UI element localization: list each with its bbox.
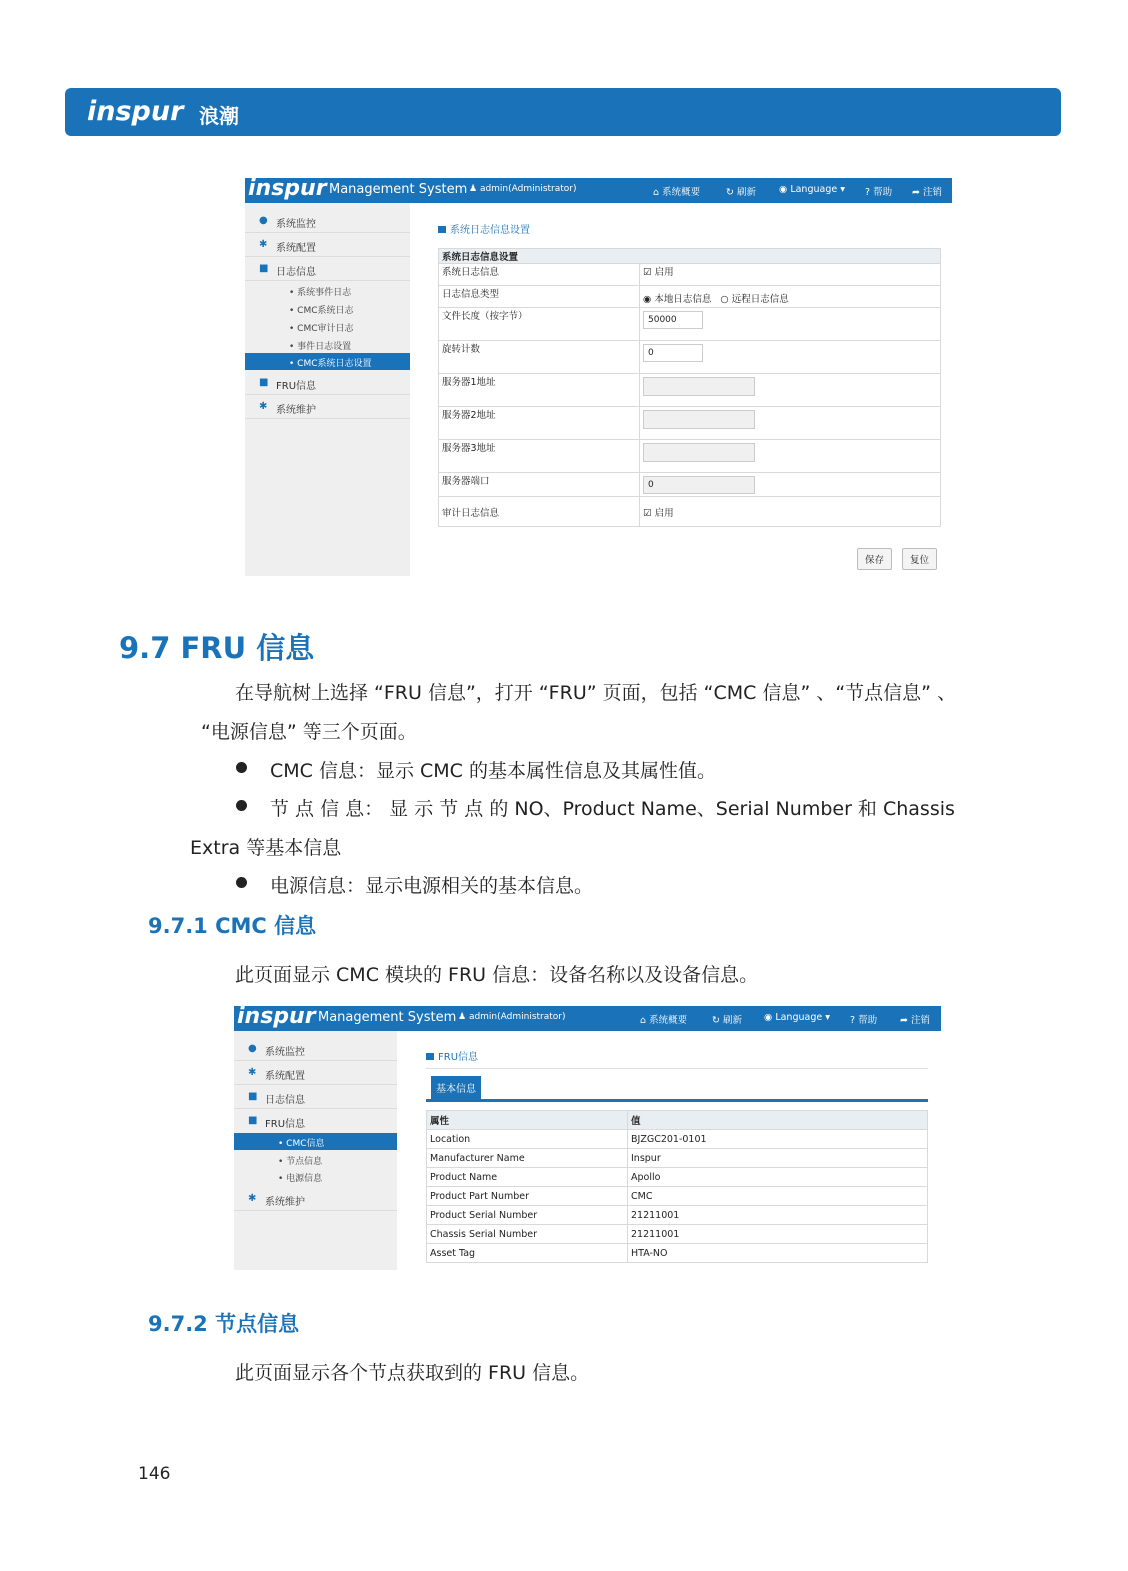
gear-icon: ✱ (248, 1067, 257, 1078)
content-divider (426, 1068, 928, 1069)
nav-logout[interactable]: ➦ 注销 (900, 1015, 930, 1026)
bullet-dot (236, 800, 247, 811)
nav-language[interactable]: ◉ Language ▾ (764, 1012, 830, 1023)
page-number: 146 (138, 1464, 171, 1484)
app-top-bar (245, 178, 952, 203)
table-row: Product Name Apollo (427, 1168, 928, 1187)
paragraph: 此页面显示 CMC 模块的 FRU 信息：设备名称以及设备信息。 (235, 964, 759, 986)
table-row: Location BJZGC201-0101 (427, 1130, 928, 1149)
paragraph: 此页面显示各个节点获取到的 FRU 信息。 (235, 1362, 590, 1384)
fru-table: 属性 值 Location BJZGC201-0101 Manufacturer Name Inspur Product Name Apollo Product Part Number CMC Product Serial Number 21211001 Chassis Serial Number 21211001 Asset Tag HTA-NO (426, 1110, 928, 1263)
table-row: Asset Tag HTA-NO (427, 1244, 928, 1263)
monitor-icon: ● (259, 215, 268, 226)
sidebar-sub-sel[interactable]: • 系统事件日志 (289, 288, 352, 298)
bullet-text: 节 点 信 息： 显 示 节 点 的 NO、Product Name、Serial Number 和 Chassis (270, 798, 955, 820)
sidebar-item-logs[interactable]: ■ 日志信息 (234, 1085, 397, 1109)
paragraph-line: 在导航树上选择 “FRU 信息”，打开 “FRU” 页面，包括 “CMC 信息” 、“节点信息” 、 (235, 682, 957, 704)
system-name: Management System (329, 182, 468, 197)
section-title-9-7-1: 9.7.1 CMC 信息 (148, 914, 317, 938)
nav-language[interactable]: ◉ Language ▾ (779, 184, 845, 195)
breadcrumb: FRU信息 (426, 1048, 478, 1063)
monitor-icon: ● (248, 1043, 257, 1054)
bullet-text-cont: Extra 等基本信息 (190, 837, 342, 859)
inspur-logo: inspur (237, 1004, 316, 1029)
nav-help[interactable]: ? 帮助 (865, 187, 893, 198)
tab-basic-info[interactable]: 基本信息 (431, 1076, 481, 1099)
sidebar-item-config[interactable]: ✱ 系统配置 (234, 1061, 397, 1085)
nav-help[interactable]: ? 帮助 (850, 1015, 878, 1026)
sidebar-item-maintenance[interactable]: ✱ 系统维护 (234, 1187, 397, 1211)
bullet-dot (236, 877, 247, 888)
nav-overview[interactable]: ⌂ 系统概要 (653, 187, 701, 198)
page-header-banner (65, 88, 1061, 136)
bullet-dot (236, 762, 247, 773)
sidebar-sub-cmc-log[interactable]: • CMC系统日志 (289, 306, 354, 316)
server1-input[interactable] (643, 377, 755, 396)
bullet-text: 电源信息：显示电源相关的基本信息。 (270, 875, 594, 897)
app-top-bar (234, 1006, 941, 1031)
sidebar-sub-power-info[interactable]: • 电源信息 (278, 1174, 323, 1184)
sidebar-item-logs[interactable]: ■ 日志信息 (245, 257, 410, 281)
sidebar-sub-node-info[interactable]: • 节点信息 (278, 1157, 323, 1167)
nav-logout[interactable]: ➦ 注销 (912, 187, 942, 198)
paragraph-line: “电源信息” 等三个页面。 (201, 721, 417, 743)
table-row: Chassis Serial Number 21211001 (427, 1225, 928, 1244)
checkbox[interactable]: ☑ (643, 507, 652, 519)
sidebar-item-fru[interactable]: ■ FRU信息 (248, 1115, 306, 1130)
syslog-settings-table: 系统日志信息设置 系统日志信息 ☑ 启用 日志信息类型 ◉ 本地日志信息 ○ 远程日志信息 文件长度（按字节） 50000 旋转计数 0 服务器1地址 服务器2地址 服务器3地址 服务器端口 0 审计日志信息 ☑ 启用 (438, 248, 941, 527)
inspur-logo: inspur (248, 176, 327, 201)
table-row: Product Serial Number 21211001 (427, 1206, 928, 1225)
brand-name-cn: 浪潮 (199, 104, 239, 128)
server2-input[interactable] (643, 410, 755, 429)
user-label: ♟ admin(Administrator) (458, 1012, 566, 1022)
sidebar-sub-cmc-log-setting[interactable]: • CMC系统日志设置 (245, 353, 410, 370)
inspur-logo: inspur (87, 96, 184, 127)
sidebar-sub-audit-log[interactable]: • CMC审计日志 (289, 324, 354, 334)
rotate-count-input[interactable]: 0 (643, 344, 703, 362)
sidebar (234, 1031, 397, 1270)
sidebar (245, 203, 410, 576)
nav-overview[interactable]: ⌂ 系统概要 (640, 1015, 688, 1026)
screenshot-syslog-settings (245, 178, 952, 576)
section-title-9-7-2: 9.7.2 节点信息 (148, 1312, 300, 1336)
radio-remote[interactable]: ○ 远程日志信息 (720, 294, 789, 305)
system-name: Management System (318, 1010, 457, 1025)
sidebar-item-monitor[interactable]: ● 系统监控 (245, 209, 410, 233)
chat-icon: ■ (248, 1091, 258, 1102)
checkbox[interactable]: ☑ (643, 267, 652, 278)
chat-icon: ■ (259, 377, 269, 388)
table-header: 系统日志信息设置 (439, 249, 941, 264)
server-port-input[interactable]: 0 (643, 476, 755, 494)
tab-underline (426, 1099, 928, 1102)
table-row: Manufacturer Name Inspur (427, 1149, 928, 1168)
screenshot-fru-cmc (234, 1006, 941, 1270)
sidebar-item-fru[interactable]: ■ FRU信息 (245, 371, 410, 395)
reset-button[interactable]: 复位 (902, 548, 937, 570)
sidebar-item-monitor[interactable]: ● 系统监控 (234, 1037, 397, 1061)
gears-icon: ✱ (248, 1193, 257, 1204)
section-title-9-7: 9.7 FRU 信息 (119, 631, 315, 665)
radio-local[interactable]: ◉ 本地日志信息 (643, 294, 712, 305)
chat-icon: ■ (259, 263, 269, 274)
breadcrumb: 系统日志信息设置 (438, 221, 530, 236)
user-label: ♟ admin(Administrator) (469, 184, 577, 194)
sidebar-item-maintenance[interactable]: ✱ 系统维护 (245, 395, 410, 419)
table-row: Product Part Number CMC (427, 1187, 928, 1206)
sidebar-item-config[interactable]: ✱ 系统配置 (245, 233, 410, 257)
chat-icon: ■ (248, 1115, 258, 1126)
sidebar-sub-cmc-info[interactable]: • CMC信息 (234, 1133, 397, 1150)
sidebar-sub-event-setting[interactable]: • 事件日志设置 (289, 342, 352, 352)
nav-refresh[interactable]: ↻ 刷新 (726, 187, 756, 198)
gear-icon: ✱ (259, 239, 268, 250)
gears-icon: ✱ (259, 401, 268, 412)
nav-refresh[interactable]: ↻ 刷新 (712, 1015, 742, 1026)
bullet-text: CMC 信息：显示 CMC 的基本属性信息及其属性值。 (270, 760, 716, 782)
file-size-input[interactable]: 50000 (643, 311, 703, 329)
save-button[interactable]: 保存 (857, 548, 892, 570)
server3-input[interactable] (643, 443, 755, 462)
